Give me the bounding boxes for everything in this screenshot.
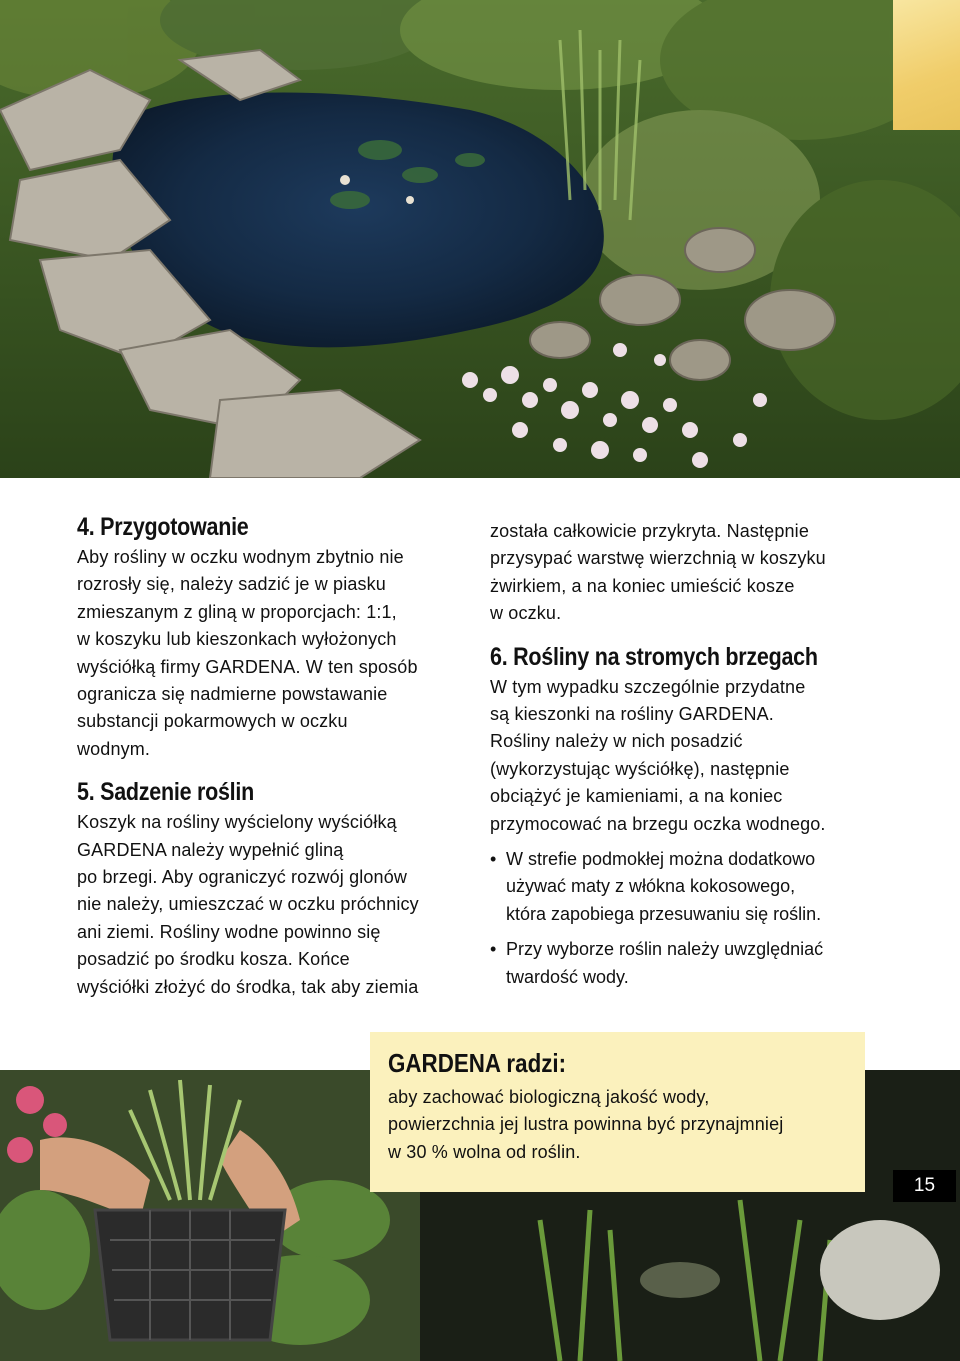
section-5-continued-body [490,518,890,628]
text-line: zmieszanym z gliną w proporcjach: 1:1, [77,601,397,622]
tip-box [370,1032,865,1192]
corner-flower-accent [893,0,960,130]
text-line: wyściółką firmy GARDENA. W ten sposób [77,656,418,677]
text-line: Koszyk na rośliny wyścielony wyściółką [77,812,397,833]
text-line: w 30 % wolna od roślin. [388,1141,581,1162]
section-6-body [490,674,890,838]
text-line: Rośliny należy w nich posadzić [490,731,743,752]
text-line: w koszyku lub kieszonkach wyłożonych [77,629,397,650]
section-4-heading: 4. Przygotowanie [77,513,249,541]
text-line: Aby rośliny w oczku wodnym zbytnio nie [77,547,404,567]
text-line: żwirkiem, a na koniec umieścić kosze [490,575,795,596]
text-line: która zapobiega przesuwaniu się roślin. [506,903,822,924]
bullet-text [506,936,823,991]
bullet-item [490,936,890,991]
text-line: wodnym. [77,738,151,759]
text-line: ogranicza się nadmierne powstawanie [77,684,388,705]
text-line: nie należy, umieszczać w oczku próchnicy [77,894,419,915]
garden-pond-illustration [0,0,960,478]
text-line: GARDENA należy wypełnić gliną [77,839,344,860]
section-4-body [77,544,477,763]
tip-title: GARDENA radzi: [388,1048,567,1078]
garden-pond-photo [0,0,960,478]
bullet-dot: • [490,849,497,870]
page-number: 15 [893,1170,956,1202]
text-line: ani ziemi. Rośliny wodne powinno się [77,921,381,942]
text-line: (wykorzystując wyściółkę), następnie [490,758,790,779]
bullet-item [490,846,890,928]
text-line: są kieszonki na rośliny GARDENA. [490,704,774,725]
text-line: W strefie podmokłej można dodatkowo [506,849,816,870]
text-line: w oczku. [490,603,562,624]
text-line: aby zachować biologiczną jakość wody, [388,1087,710,1107]
text-line: W tym wypadku szczególnie przydatne [490,676,806,697]
text-line: używać maty z włókna kokosowego, [506,876,796,897]
text-line: przysypać warstwę wierzchnią w koszyku [490,548,826,569]
section-6-heading: 6. Rośliny na stromych brzegach [490,642,818,671]
section-5-heading: 5. Sadzenie roślin [77,778,254,807]
text-line: obciążyć je kamieniami, a na koniec [490,786,783,807]
text-line: została całkowicie przykryta. Następnie [490,521,809,541]
right-column [490,518,890,991]
text-line: wyściółki złożyć do środka, tak aby ziemia [77,976,419,997]
text-line: Przy wyborze roślin należy uwzględniać [506,939,824,960]
text-line: posadzić po środku kosza. Końce [77,949,350,970]
left-column [77,512,477,1001]
bullet-text [506,846,821,928]
text-line: przymocować na brzegu oczka wodnego. [490,813,826,834]
section-5-body [77,809,477,1001]
text-line: substancji pokarmowych w oczku [77,711,348,732]
tip-body [388,1084,845,1166]
text-line: po brzegi. Aby ograniczyć rozwój glonów [77,867,408,888]
text-line: powierzchnia jej lustra powinna być przynajmniej [388,1114,784,1135]
text-line: rozrosły się, należy sadzić je w piasku [77,574,386,595]
bullet-dot: • [490,939,497,960]
text-line: twardość wody. [506,966,629,987]
